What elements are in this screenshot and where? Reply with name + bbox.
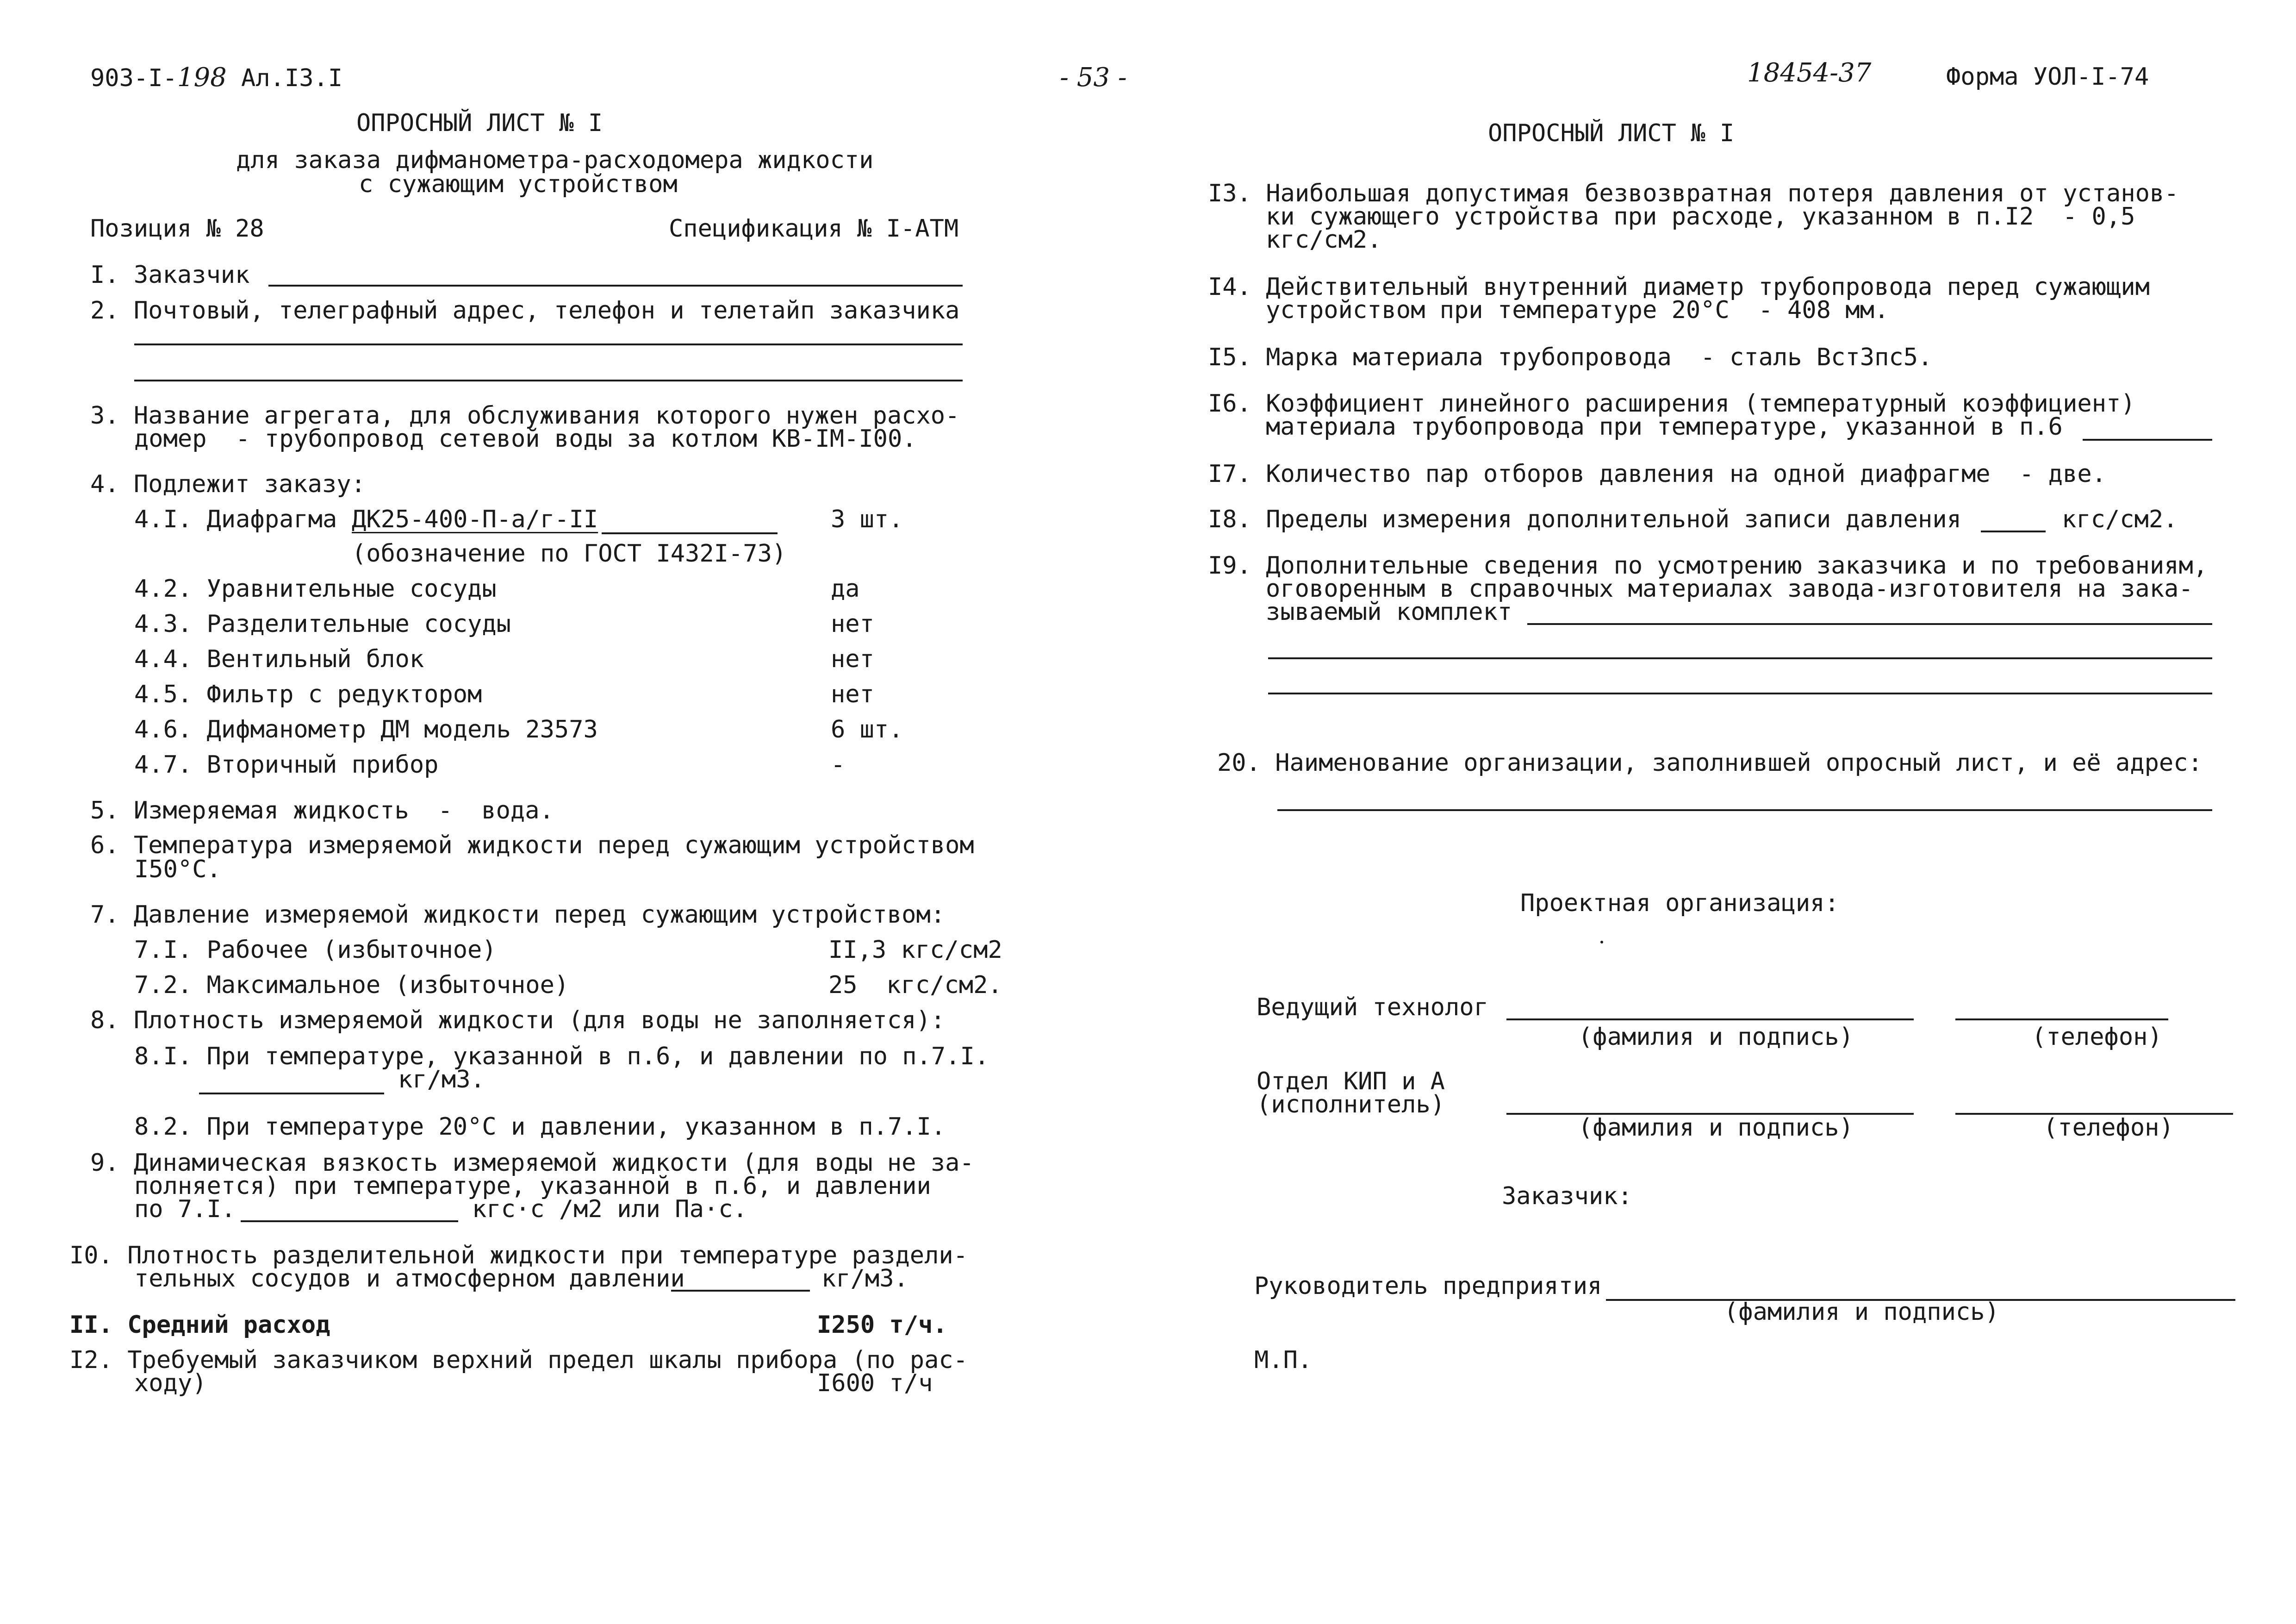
item-8-1-line-1: 8.I. При температуре, указанной в п.6, и давлении по п.7.I. [134,1043,989,1070]
item-4-4-label: 4.4. Вентильный блок [134,645,424,673]
item-9-line-3a: по 7.I. [134,1195,236,1223]
item-6-line-1: 6. Температура измеряемой жидкости перед сужающим устройством [90,831,974,859]
item-12-line-1: I2. Требуемый заказчиком верхний предел шкалы прибора (по рас- [69,1346,968,1374]
item-4-6-value: 6 шт. [831,716,903,743]
item-4-7-value: - [831,751,846,779]
page-number: - 53 - [1060,62,1127,93]
item-3-line-2: домер - трубопровод сетевой воды за котлом КВ-IМ-I00. [134,425,917,453]
item-3-line-1: 3. Название агрегата, для обслуживания которого нужен расхо- [90,402,960,430]
item-6-line-2: I50°C. [134,856,221,883]
item-15-material: I5. Марка материала трубопровода - сталь ВстЗпс5. [1208,344,1933,371]
item-11-avg-flow-label: II. Средний расход [69,1311,330,1339]
item-8-2: 8.2. При температуре 20°С и давлении, указанном в п.7.I. [134,1113,946,1141]
item-16-line-1: I6. Коэффициент линейного расширения (температурный коэффициент) [1208,390,2135,418]
item-13-line-1: I3. Наибольшая допустимая безвозвратная потеря давления от установ- [1208,180,2179,207]
item-7-1-value: II,3 кгс/см2 [828,936,1002,964]
item-13-line-3: кгс/см2. [1266,226,1382,254]
header-code-suffix: Ал.I3.I [226,64,343,92]
item-4-5-value: нет [831,681,874,708]
fill-line-expansion-coef [2083,439,2212,441]
kip-dept-label-2: (исполнитель) [1257,1091,1445,1118]
item-20-organization: 20. Наименование организации, заполнившей опросный лист, и её адрес: [1217,749,2203,777]
fill-line-extra-info-2 [1268,657,2212,659]
item-8-1-line-2: кг/м3. [398,1066,485,1093]
item-1-customer: I. Заказчик [90,261,250,289]
fill-line-extra-info-3 [1268,693,2212,694]
sign-line-technologist [1506,1018,1914,1020]
item-7-2-value: 25 кгс/см2. [828,971,1002,999]
item-19-line-1: I9. Дополнительные сведения по усмотрению заказчика и по требованиям, [1208,552,2208,580]
customer-heading: Заказчик: [1502,1182,1632,1210]
item-19-line-3: зываемый комплект [1266,598,1512,626]
left-header-code [90,62,343,93]
item-4-order: 4. Подлежит заказу: [90,470,366,498]
item-5-fluid: 5. Измеряемая жидкость - вода. [90,797,554,824]
item-4-5-label: 4.5. Фильтр с редуктором [134,681,482,708]
item-17-taps: I7. Количество пар отборов давления на одной диафрагме - две. [1208,460,2107,488]
fill-line-diaphragm [602,532,778,534]
item-9-line-3b: кгс·с /м2 или Па·с. [472,1195,747,1223]
item-9-line-1: 9. Динамическая вязкость измеряемой жидкости (для воды не за- [90,1149,974,1177]
item-18-unit: кгс/см2. [2062,506,2178,533]
left-subtitle-2: с сужающим устройством [359,170,678,198]
item-4-6-label: 4.6. Дифманометр ДМ модель 23573 [134,716,598,743]
item-7-2-label: 7.2. Максимальное (избыточное) [134,971,569,999]
fill-line-address-1 [134,344,963,345]
item-10-line-2: тельных сосудов и атмосферном давлении [134,1265,685,1293]
kip-dept-label-1: Отдел КИП и А [1257,1068,1445,1095]
phone-line-technologist [1955,1018,2168,1020]
item-2-address: 2. Почтовый, телеграфный адрес, телефон и телетайп заказчика [90,297,960,325]
phone-caption-2: (телефон) [2043,1114,2174,1142]
item-12-value: I600 т/ч [817,1369,933,1397]
form-code: Форма УОЛ-I-74 [1946,63,2149,91]
item-4-1-qty: 3 шт. [831,506,903,533]
fill-line-density [199,1093,384,1094]
doc-number-handwritten: 18454-37 [1747,58,1872,88]
item-4-7-label: 4.7. Вторичный прибор [134,751,439,779]
fill-line-viscosity [241,1220,458,1222]
item-4-4-value: нет [831,645,874,673]
item-4-2-value: да [831,575,860,603]
item-4-1-label: 4.I. Диафрагма [134,506,337,533]
name-sign-caption-3: (фамилия и подпись) [1724,1298,1999,1326]
name-sign-caption-2: (фамилия и подпись) [1578,1114,1854,1142]
phone-caption-1: (телефон) [2032,1023,2162,1051]
header-code-prefix: 903-I- [90,64,177,92]
item-13-line-2: ки сужающего устройства при расходе, указанном в п.I2 - 0,5 [1266,203,2135,231]
fill-line-extra-info-1 [1527,623,2212,625]
position-number: Позиция № 28 [90,215,264,243]
item-18-label: I8. Пределы измерения дополнительной записи давления [1208,506,1961,533]
item-16-line-2: материала трубопровода при температуре, указанной в п.6 [1266,413,2063,441]
item-14-line-2: устройством при температуре 20°С - 408 мм. [1266,296,1889,324]
item-4-3-label: 4.3. Разделительные сосуды [134,610,511,638]
item-9-line-2: полняется) при температуре, указанной в п.6, и давлении [134,1172,931,1200]
design-org-heading: Проектная организация: [1520,889,1839,917]
specification-number: Спецификация № I-АТМ [669,215,959,243]
item-4-3-value: нет [831,610,874,638]
item-14-line-1: I4. Действительный внутренний диаметр трубопровода перед сужающим [1208,273,2150,301]
fill-line-separation-density [671,1290,810,1292]
item-7-1-label: 7.I. Рабочее (избыточное) [134,936,497,964]
left-title: ОПРОСНЫЙ ЛИСТ № I [356,109,603,137]
name-sign-caption-1: (фамилия и подпись) [1578,1023,1854,1051]
item-12-line-2: ходу) [134,1369,207,1397]
fill-line-address-2 [134,380,963,381]
right-title: ОПРОСНЫЙ ЛИСТ № I [1488,119,1735,147]
item-7-pressure: 7. Давление измеряемой жидкости перед сужающим устройством: [90,901,946,929]
item-8-density: 8. Плотность измеряемой жидкости (для воды не заполняется): [90,1006,946,1034]
item-4-1-note: (обозначение по ГОСТ I432I-73) [352,540,787,568]
item-19-line-2: оговоренным в справочных материалах завода-изготовителя на зака- [1266,575,2193,603]
header-code-handwritten: 198 [177,62,227,93]
fill-line-pressure-limits [1981,531,2046,532]
item-4-1-value: ДК25-400-П-а/г-II [352,506,598,533]
scan-speck [1600,941,1603,943]
item-10-line-1: I0. Плотность разделительной жидкости при температуре раздели- [69,1242,968,1269]
head-enterprise-label: Руководитель предприятия [1254,1272,1602,1300]
left-subtitle-1: для заказа дифманометра-расходомера жидкости [236,146,874,174]
seal-place: М.П. [1254,1346,1313,1374]
item-11-avg-flow-value: I250 т/ч. [817,1311,947,1339]
lead-technologist-label: Ведущий технолог [1257,993,1488,1021]
fill-line-customer [268,285,963,287]
item-4-2-label: 4.2. Уравнительные сосуды [134,575,497,603]
item-10-line-3: кг/м3. [821,1265,908,1293]
fill-line-organization [1277,809,2212,811]
